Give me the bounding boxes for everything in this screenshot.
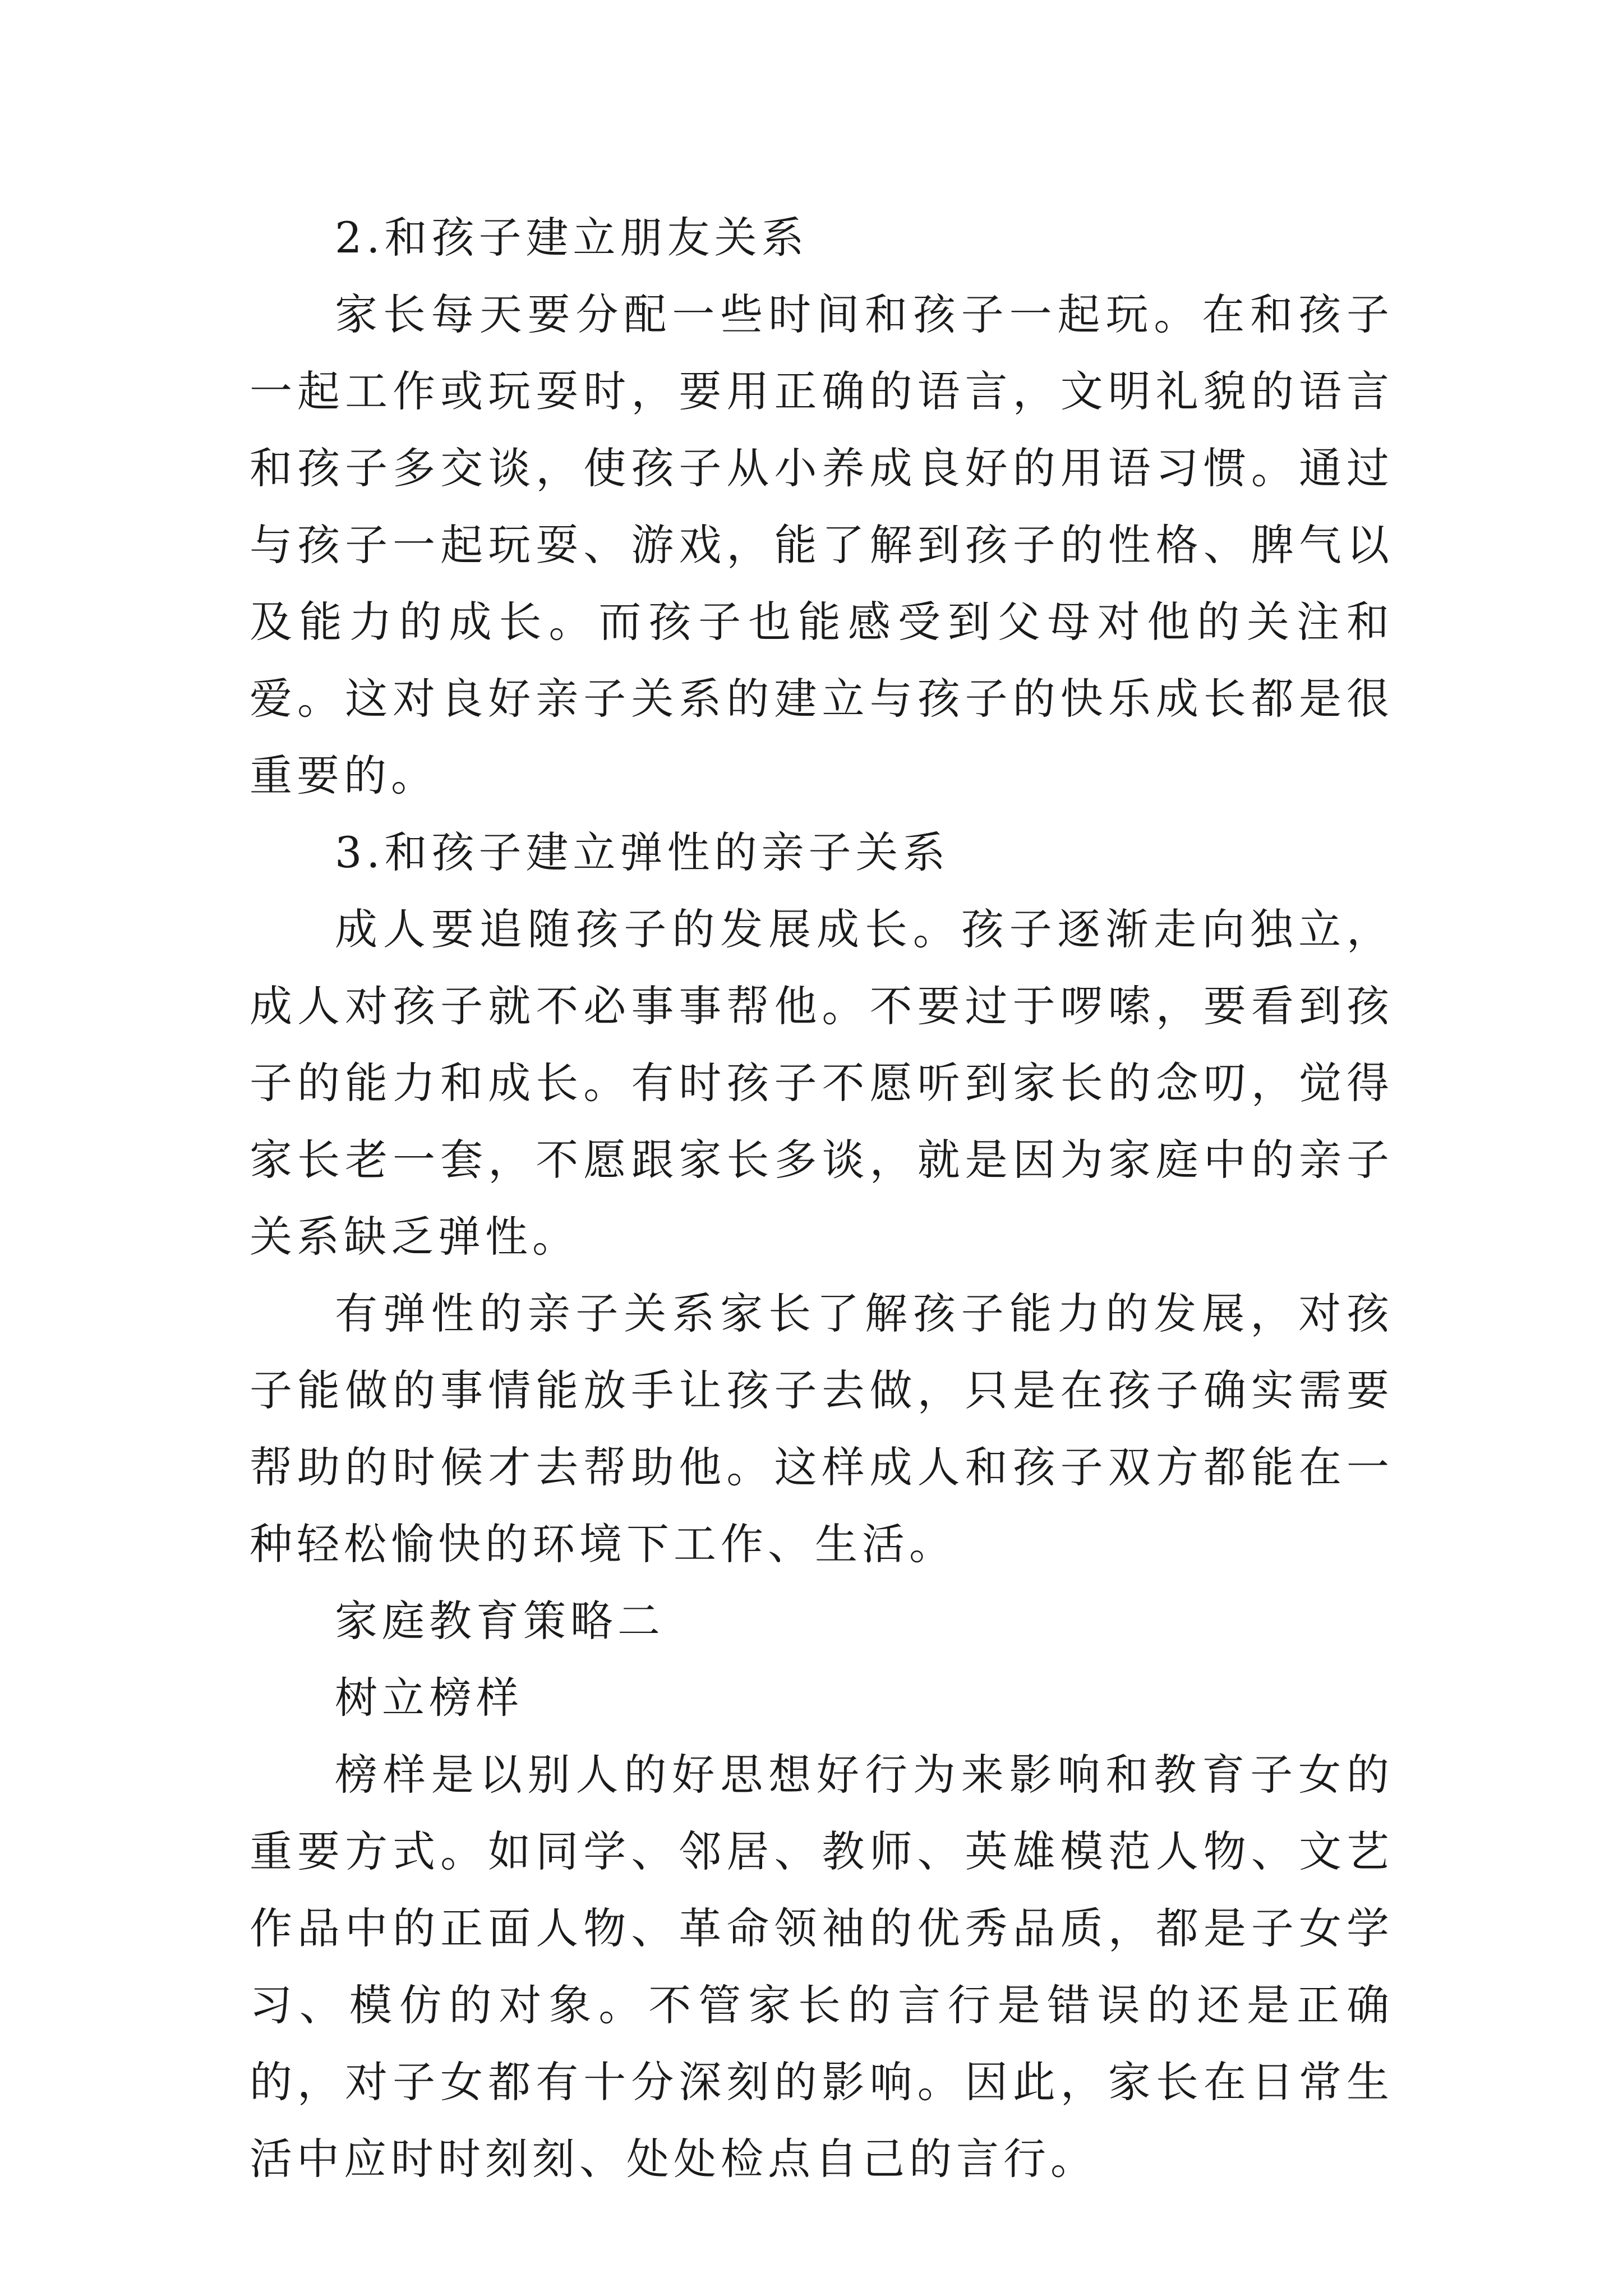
paragraph: 成人要追随孩子的发展成长。孩子逐渐走向独立，成人对孩子就不必事事帮他。不要过于啰嗦，要看到孩子的能力和成长。有时孩子不愿听到家长的念叨，觉得家长老一套，不愿跟家长多谈，就是因为家庭中的亲子关系缺乏弹性。 <box>250 904 1394 1262</box>
document-body <box>250 199 1394 2197</box>
subsection-heading: 树立榜样 <box>335 1673 523 1723</box>
paragraph: 榜样是以别人的好思想好行为来影响和教育子女的重要方式。如同学、邻居、教师、英雄模范人物、文艺作品中的正面人物、革命领袖的优秀品质，都是子女学习、模仿的对象。不管家长的言行是错误的还是正确的，对子女都有十分深刻的影响。因此，家长在日常生活中应时时刻刻、处处检点自己的言行。 <box>250 1750 1394 2184</box>
section-heading: 家庭教育策略二 <box>335 1596 665 1646</box>
paragraph: 家长每天要分配一些时间和孩子一起玩。在和孩子一起工作或玩耍时，要用正确的语言，文明礼貌的语言和孩子多交谈，使孩子从小养成良好的用语习惯。通过与孩子一起玩耍、游戏，能了解到孩子的性格、脾气以及能力的成长。而孩子也能感受到父母对他的关注和爱。这对良好亲子关系的建立与孩子的快乐成长都是很重要的。 <box>250 289 1394 800</box>
section-heading: 2.和孩子建立朋友关系 <box>335 213 809 263</box>
section-heading: 3.和孩子建立弹性的亲子关系 <box>335 827 950 877</box>
paragraph: 有弹性的亲子关系家长了解孩子能力的发展，对孩子能做的事情能放手让孩子去做，只是在孩子确实需要帮助的时候才去帮助他。这样成人和孩子双方都能在一种轻松愉快的环境下工作、生活。 <box>250 1289 1394 1569</box>
